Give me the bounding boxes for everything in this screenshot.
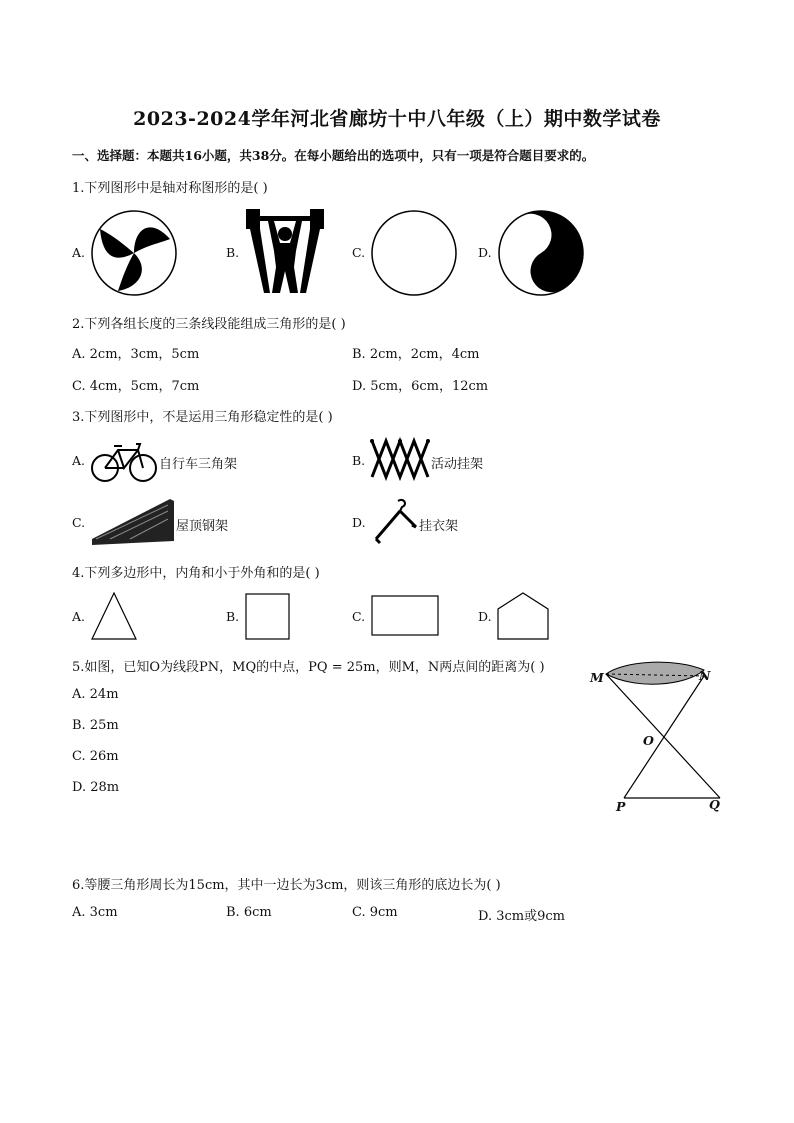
q5-option-d: D. 28m <box>72 780 120 795</box>
q2-option-d: D. 5cm，6cm，12cm <box>352 379 489 394</box>
q3-option-c-label: C. <box>72 515 86 530</box>
q3-caption-c: 屋顶钢架 <box>176 519 229 534</box>
q3-option-d-label: D. <box>352 515 366 530</box>
q5-option-a: A. 24m <box>72 687 119 702</box>
question-3-stem: 3.下列图形中，不是运用三角形稳定性的是( ) <box>72 410 333 425</box>
q6-option-a: A. 3cm <box>72 905 118 920</box>
q3-folding-rack-figure <box>370 437 430 481</box>
q3-bicycle-figure <box>90 436 158 484</box>
page-title: 2023-2024学年河北省廊坊十中八年级（上）期中数学试卷 <box>133 108 661 130</box>
q1-option-c-circle-figure <box>370 209 458 297</box>
q1-option-b-label: B. <box>226 245 240 260</box>
question-6-stem: 6.等腰三角形周长为15cm，其中一边长为3cm，则该三角形的底边长为( ) <box>72 878 501 893</box>
question-1-stem: 1.下列图形中是轴对称图形的是( ) <box>72 181 268 196</box>
q4-option-a-label: A. <box>72 609 86 624</box>
q3-roof-truss-figure <box>90 495 176 547</box>
question-2-stem: 2.下列各组长度的三条线段能组成三角形的是( ) <box>72 317 346 332</box>
q6-option-d: D. 3cm或9cm <box>478 909 565 924</box>
q5-label-o: O <box>643 733 654 748</box>
q3-caption-b: 活动挂架 <box>431 457 484 472</box>
q6-option-b: B. 6cm <box>226 905 272 920</box>
q4-option-b-label: B. <box>226 609 240 624</box>
q3-option-b-label: B. <box>352 453 366 468</box>
q1-option-c-label: C. <box>352 245 366 260</box>
q4-option-d-label: D. <box>478 609 492 624</box>
q3-caption-a: 自行车三角架 <box>159 457 238 472</box>
q2-option-a: A. 2cm，3cm，5cm <box>72 347 200 362</box>
q4-pentagon-figure <box>496 591 550 641</box>
question-4-stem: 4.下列多边形中，内角和小于外角和的是( ) <box>72 566 320 581</box>
q3-option-a-label: A. <box>72 453 86 468</box>
q5-label-m: M <box>590 670 604 685</box>
q5-option-b: B. 25m <box>72 718 119 733</box>
q4-rectangle-figure <box>371 595 439 637</box>
q5-label-q: Q <box>709 797 720 812</box>
q1-option-d-yinyang-figure <box>497 209 585 297</box>
q2-option-b: B. 2cm，2cm，4cm <box>352 347 480 362</box>
q4-triangle-figure <box>90 591 138 641</box>
q1-option-a-label: A. <box>72 245 86 260</box>
q1-option-b-weightlifter-figure <box>244 207 326 297</box>
q5-option-c: C. 26m <box>72 749 119 764</box>
q3-hanger-figure <box>372 497 418 545</box>
q1-option-d-label: D. <box>478 245 492 260</box>
q5-label-p: P <box>616 799 626 814</box>
q5-label-n: N <box>699 668 711 683</box>
section-heading: 一、选择题：本题共16小题，共38分。在每小题给出的选项中，只有一项是符合题目要求的。 <box>72 148 595 163</box>
q2-option-c: C. 4cm，5cm，7cm <box>72 379 200 394</box>
q6-option-c: C. 9cm <box>352 905 398 920</box>
q1-option-a-pinwheel-figure <box>90 209 178 297</box>
q4-square-figure <box>245 593 291 641</box>
q3-caption-d: 挂衣架 <box>419 519 459 534</box>
question-5-stem: 5.如图，已知O为线段PN，MQ的中点，PQ = 25m，则M，N两点间的距离为( ) <box>72 660 545 675</box>
q4-option-c-label: C. <box>352 609 366 624</box>
